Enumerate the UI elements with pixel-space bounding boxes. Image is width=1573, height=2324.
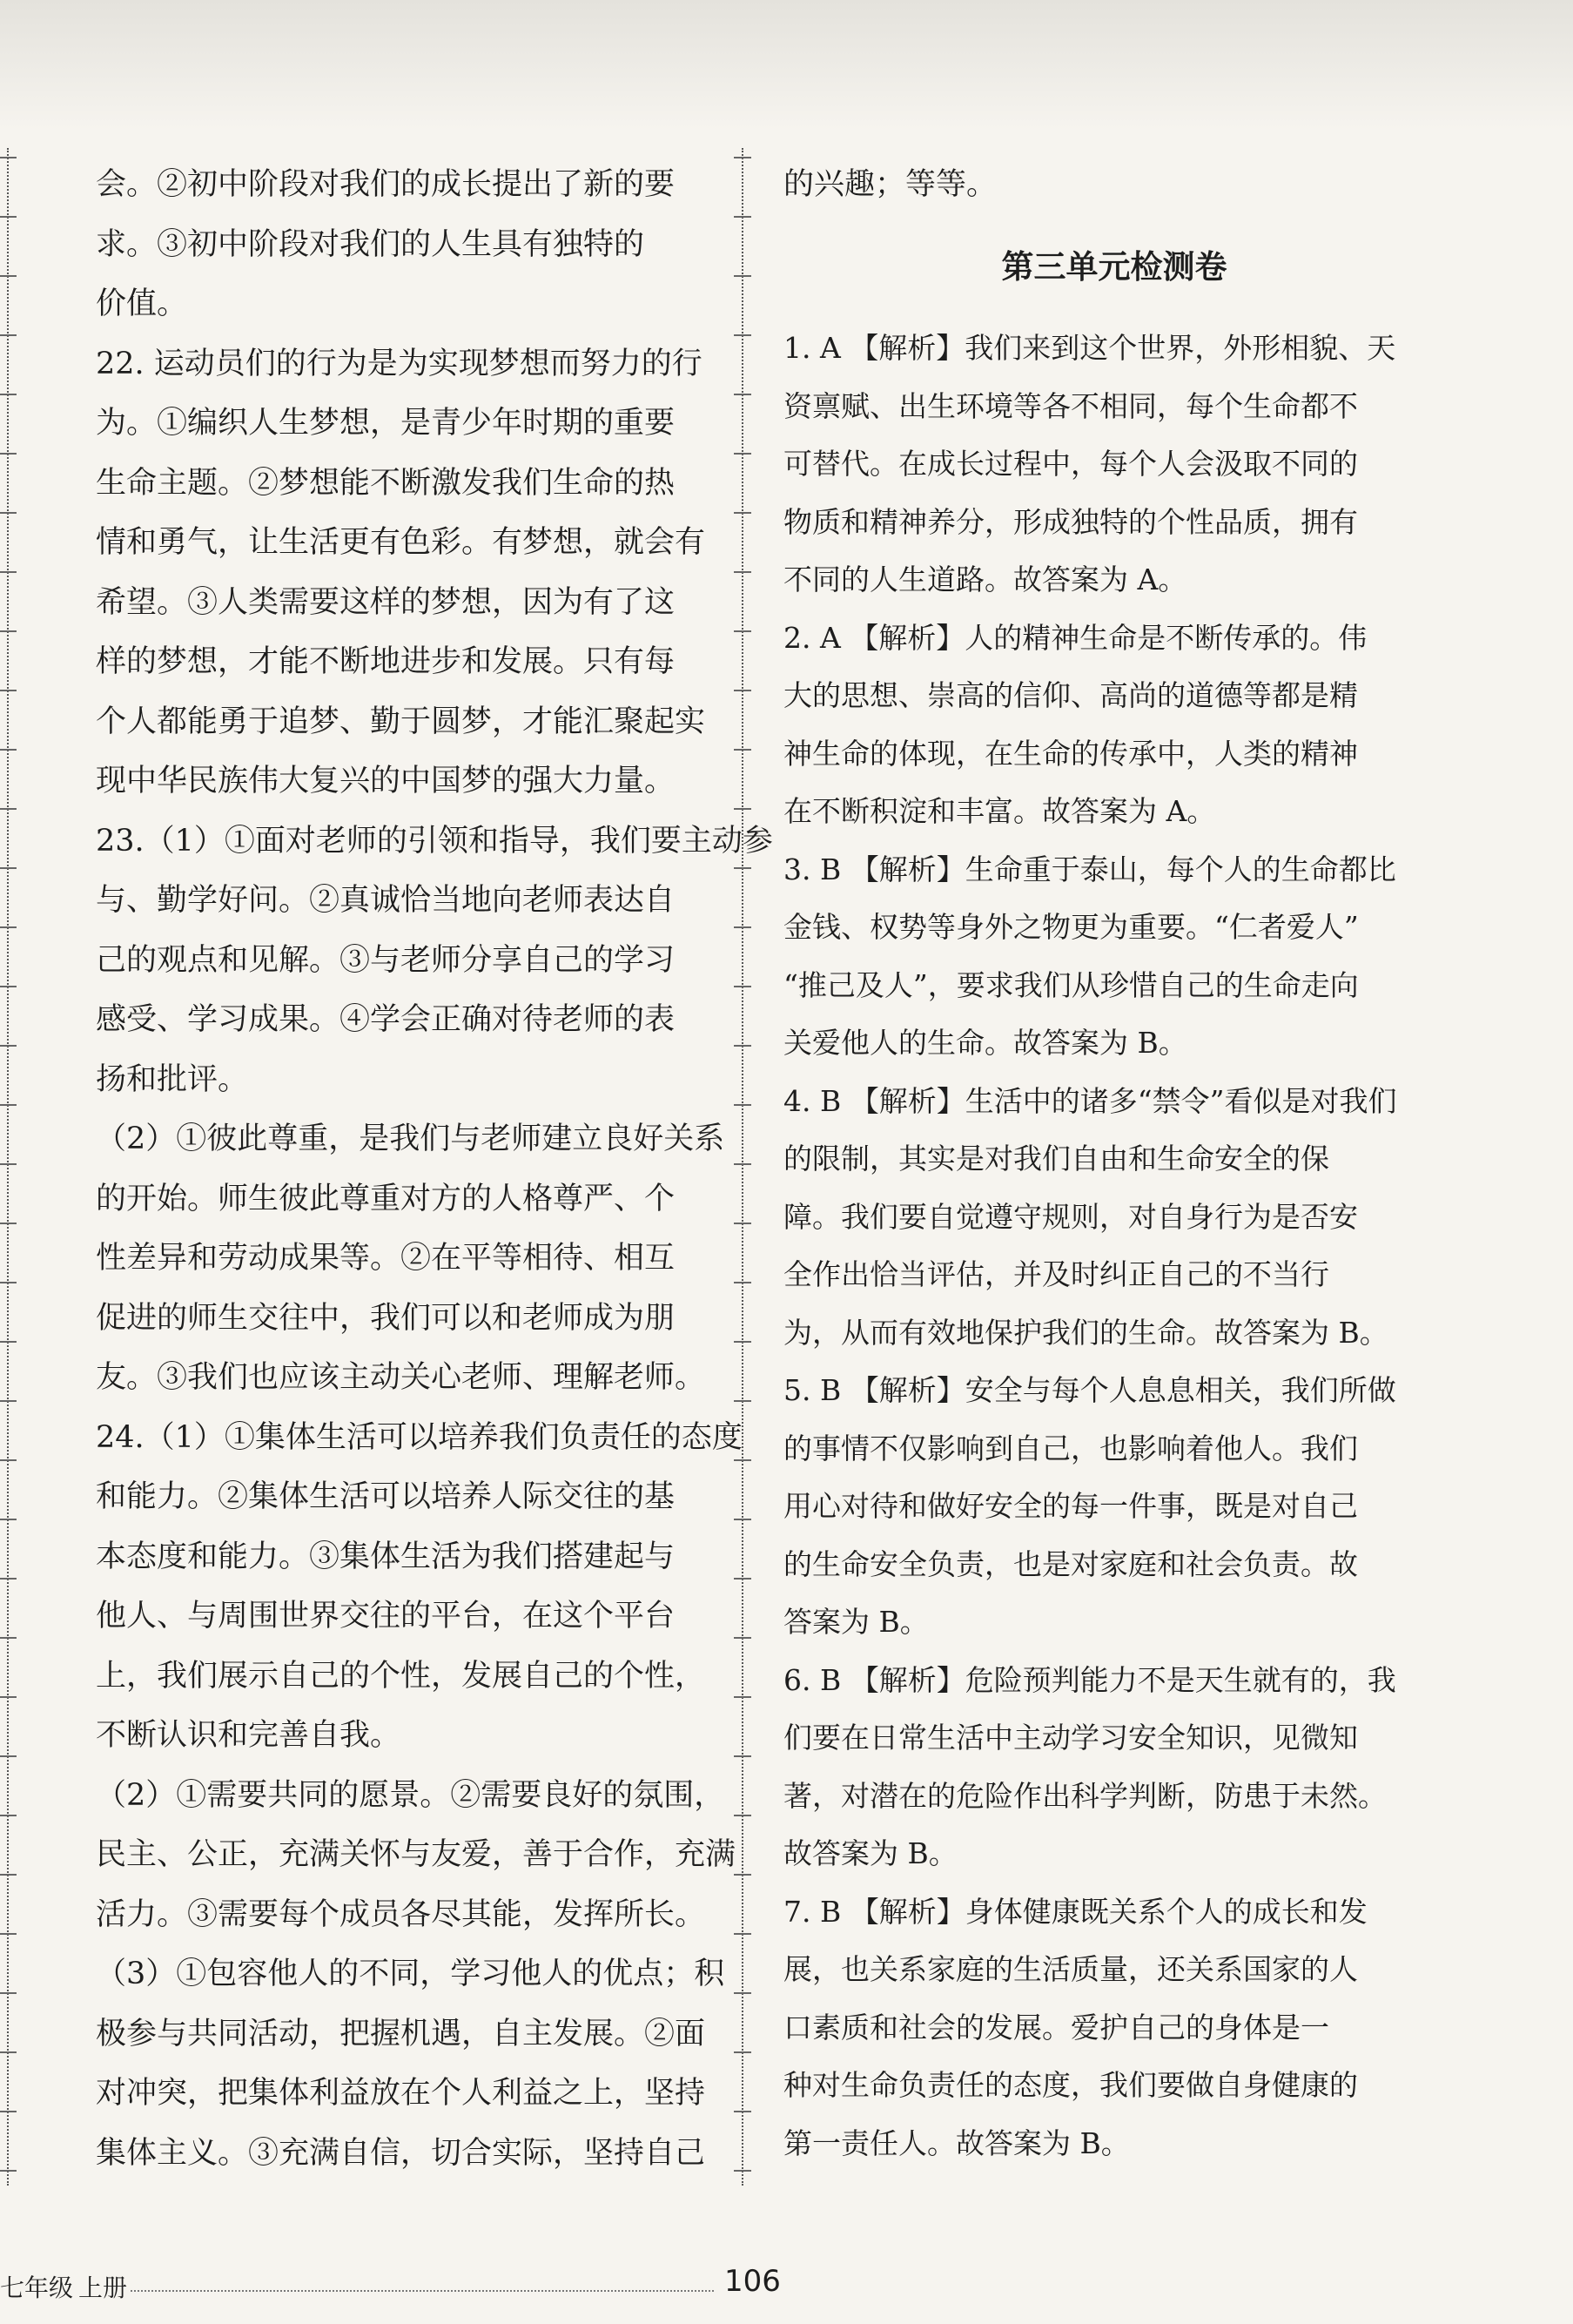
gutter-tick: [734, 1045, 751, 1047]
page-number: 106: [724, 2264, 781, 2299]
left-text-line: 样的梦想，才能不断地进步和发展。只有每: [96, 644, 676, 679]
gutter-tick: [734, 1815, 751, 1816]
gutter-tick: [734, 986, 751, 987]
gutter-tick: [734, 275, 751, 277]
left-text-line: 促进的师生交往中，我们可以和老师成为朋: [96, 1300, 676, 1336]
footer-grade: 七年级: [0, 2273, 74, 2302]
left-text-line: 他人、与周围世界交往的平台，在这个平台: [96, 1599, 676, 1634]
gutter-tick: [734, 1519, 751, 1520]
answer-line: 7. B 【解析】身体健康既关系个人的成长和发: [783, 1894, 1368, 1929]
answer-line: 展，也关系家庭的生活质量，还关系国家的人: [783, 1952, 1358, 1986]
gutter-tick: [734, 216, 751, 218]
gutter-tick: [734, 2170, 751, 2172]
answer-line: 为，从而有效地保护我们的生命。故答案为 B。: [783, 1315, 1388, 1350]
left-text-line: 为。①编织人生梦想，是青少年时期的重要: [96, 406, 676, 441]
left-text-line: （3）①包容他人的不同，学习他人的优点；积: [96, 1957, 725, 1991]
gutter-tick: [734, 1104, 751, 1106]
answer-line: 第一责任人。故答案为 B。: [783, 2125, 1130, 2160]
left-text-line: 23.（1）①面对老师的引领和指导，我们要主动参: [96, 823, 773, 859]
footer-volume: 上册: [78, 2273, 128, 2302]
gutter-tick: [734, 1400, 751, 1402]
gutter-tick: [0, 986, 17, 987]
answer-line: 1. A 【解析】我们来到这个世界，外形相貌、天: [783, 331, 1396, 365]
gutter-tick: [734, 1341, 751, 1343]
continuation-line: 的兴趣；等等。: [783, 167, 998, 202]
answer-line: 著，对潜在的危险作出科学判断，防患于未然。: [783, 1778, 1387, 1813]
answer-line: “推己及人”，要求我们从珍惜自己的生命走向: [783, 967, 1359, 1002]
gutter-tick: [734, 1578, 751, 1580]
answer-line: 2. A 【解析】人的精神生命是不断传承的。伟: [783, 620, 1368, 655]
left-text-line: 情和勇气，让生活更有色彩。有梦想，就会有: [96, 525, 706, 560]
answer-line: 资禀赋、出生环境等各不相同，每个生命都不: [783, 388, 1358, 423]
gutter-tick: [734, 1874, 751, 1876]
gutter-tick: [0, 512, 17, 514]
binding-gutter-left: [7, 148, 28, 2186]
answer-line: 物质和精神养分，形成独特的个性品质，拥有: [783, 504, 1358, 539]
answer-line: 神生命的体现，在生命的传承中，人类的精神: [783, 736, 1358, 771]
gutter-tick: [0, 749, 17, 751]
gutter-tick: [0, 1933, 17, 1935]
gutter-tick: [734, 808, 751, 810]
gutter-tick: [0, 2051, 17, 2053]
gutter-tick: [734, 394, 751, 395]
left-text-line: 上，我们展示自己的个性，发展自己的个性，: [96, 1658, 706, 1694]
gutter-tick: [0, 2170, 17, 2172]
gutter-tick: [734, 1459, 751, 1461]
gutter-tick: [734, 453, 751, 455]
gutter-tick: [734, 1933, 751, 1935]
gutter-tick: [0, 275, 17, 277]
gutter-tick: [734, 926, 751, 928]
left-text-line: 现中华民族伟大复兴的中国梦的强大力量。: [96, 764, 676, 798]
gutter-tick: [0, 1104, 17, 1106]
left-text-line: 与、勤学好问。②真诚恰当地向老师表达自: [96, 883, 676, 918]
gutter-tick: [0, 334, 17, 336]
answer-line: 障。我们要自觉遵守规则，对自身行为是否安: [783, 1199, 1358, 1234]
gutter-tick: [0, 1341, 17, 1343]
answer-line: 金钱、权势等身外之物更为重要。“仁者爱人”: [783, 910, 1359, 944]
answer-line: 3. B 【解析】生命重于泰山，每个人的生命都比: [783, 852, 1396, 886]
left-text-line: 价值。: [96, 286, 188, 321]
left-column: [96, 155, 773, 2183]
gutter-tick: [0, 1578, 17, 1580]
answer-line: 大的思想、崇高的信仰、高尚的道德等都是精: [783, 678, 1358, 712]
left-text-line: 活力。③需要每个成员各尽其能，发挥所长。: [96, 1896, 706, 1932]
left-text-line: 的开始。师生彼此尊重对方的人格尊严、个: [96, 1181, 676, 1216]
gutter-tick: [0, 630, 17, 632]
gutter-tick: [734, 1223, 751, 1224]
gutter-tick: [734, 334, 751, 336]
answer-line: 5. B 【解析】安全与每个人息息相关，我们所做: [783, 1373, 1396, 1407]
gutter-tick: [0, 1637, 17, 1639]
gutter-tick: [0, 1045, 17, 1047]
answer-line: 不同的人生道路。故答案为 A。: [783, 562, 1187, 596]
gutter-tick: [734, 2111, 751, 2112]
gutter-tick: [734, 1163, 751, 1165]
page-footer: [0, 2264, 1573, 2304]
section-heading: 第三单元检测卷: [1001, 247, 1227, 286]
answer-line: 的事情不仅影响到自己，也影响着他人。我们: [783, 1431, 1358, 1465]
column-divider: [742, 148, 763, 2186]
answer-line: 故答案为 B。: [783, 1836, 958, 1870]
answer-line: 答案为 B。: [783, 1605, 929, 1639]
gutter-tick: [734, 157, 751, 158]
answer-list: [783, 320, 1445, 2172]
gutter-tick: [734, 690, 751, 691]
left-text-line: 和能力。②集体生活可以培养人际交往的基: [96, 1479, 676, 1514]
gutter-tick: [0, 1696, 17, 1698]
gutter-tick: [0, 453, 17, 455]
answer-line: 种对生命负责任的态度，我们要做自身健康的: [783, 2068, 1358, 2102]
gutter-tick: [734, 1755, 751, 1757]
left-text-line: 扬和批评。: [96, 1061, 249, 1097]
left-text-line: 生命主题。②梦想能不断激发我们生命的热: [96, 465, 676, 501]
gutter-tick: [734, 571, 751, 573]
gutter-tick: [0, 1519, 17, 1520]
gutter-tick: [0, 1400, 17, 1402]
gutter-tick: [0, 1163, 17, 1165]
left-text-line: 集体主义。③充满自信，切合实际，坚持自己: [96, 2135, 706, 2171]
gutter-tick: [0, 1815, 17, 1816]
gutter-tick: [0, 1874, 17, 1876]
gutter-tick: [0, 2111, 17, 2112]
gutter-tick: [734, 630, 751, 632]
gutter-tick: [734, 1282, 751, 1283]
gutter-tick: [0, 1992, 17, 1994]
answer-line: 6. B 【解析】危险预判能力不是天生就有的，我: [783, 1662, 1396, 1697]
gutter-tick: [734, 1992, 751, 1994]
left-text-line: 极参与共同活动，把握机遇，自主发展。②面: [96, 2016, 706, 2051]
right-column: [783, 155, 1445, 2172]
gutter-tick: [0, 1459, 17, 1461]
left-text-line: 求。③初中阶段对我们的人生具有独特的: [96, 226, 645, 262]
left-text-line: 民主、公正，充满关怀与友爱，善于合作，充满: [96, 1837, 736, 1872]
gutter-tick: [0, 394, 17, 395]
gutter-tick: [0, 216, 17, 218]
answer-line: 用心对待和做好安全的每一件事，既是对自己: [783, 1489, 1358, 1523]
left-text-line: 24.（1）①集体生活可以培养我们负责任的态度: [96, 1419, 743, 1455]
answer-line: 的生命安全负责，也是对家庭和社会负责。故: [783, 1546, 1358, 1581]
left-text-line: 对冲突，把集体利益放在个人利益之上，坚持: [96, 2076, 706, 2111]
page-top-shading: [0, 0, 1573, 131]
left-text-line: （2）①需要共同的愿景。②需要良好的氛围，: [96, 1777, 725, 1813]
left-text-line: 性差异和劳动成果等。②在平等相待、相互: [96, 1241, 676, 1276]
gutter-tick: [734, 1696, 751, 1698]
answer-line: 们要在日常生活中主动学习安全知识，见微知: [783, 1721, 1358, 1755]
gutter-tick: [0, 690, 17, 691]
left-text-line: 不断认识和完善自我。: [96, 1718, 401, 1753]
gutter-tick: [0, 1223, 17, 1224]
answer-line: 关爱他人的生命。故答案为 B。: [783, 1026, 1187, 1060]
gutter-tick: [0, 157, 17, 158]
answer-line: 口素质和社会的发展。爱护自己的身体是一: [783, 2010, 1329, 2044]
left-text-line: 22. 运动员们的行为是为实现梦想而努力的行: [96, 346, 702, 381]
gutter-tick: [0, 571, 17, 573]
answer-line: 4. B 【解析】生活中的诸多“禁令”看似是对我们: [783, 1083, 1397, 1118]
gutter-tick: [734, 2051, 751, 2053]
left-text-line: 本态度和能力。③集体生活为我们搭建起与: [96, 1539, 676, 1574]
gutter-tick: [734, 867, 751, 869]
answer-line: 可替代。在成长过程中，每个人会汲取不同的: [783, 447, 1358, 481]
left-text-line: 个人都能勇于追梦、勤于圆梦，才能汇聚起实: [96, 704, 706, 739]
gutter-tick: [734, 1637, 751, 1639]
footer-dotted-rule: [131, 2290, 714, 2292]
gutter-tick: [734, 749, 751, 751]
gutter-tick: [0, 808, 17, 810]
left-text-line: 己的观点和见解。③与老师分享自己的学习: [96, 942, 676, 978]
left-text-line: 希望。③人类需要这样的梦想，因为有了这: [96, 584, 676, 620]
gutter-tick: [0, 926, 17, 928]
gutter-tick: [734, 512, 751, 514]
left-text-line: 友。③我们也应该主动关心老师、理解老师。: [96, 1360, 706, 1395]
left-text-line: 感受、学习成果。④学会正确对待老师的表: [96, 1002, 676, 1037]
gutter-tick: [0, 1282, 17, 1283]
answer-line: 在不断积淀和丰富。故答案为 A。: [783, 794, 1216, 828]
answer-line: 全作出恰当评估，并及时纠正自己的不当行: [783, 1257, 1329, 1291]
answer-line: 的限制，其实是对我们自由和生命安全的保: [783, 1142, 1329, 1175]
left-text-line: （2）①彼此尊重，是我们与老师建立良好关系: [96, 1122, 725, 1156]
gutter-tick: [0, 867, 17, 869]
gutter-tick: [0, 1755, 17, 1757]
left-text-line: 会。②初中阶段对我们的成长提出了新的要: [96, 167, 676, 202]
